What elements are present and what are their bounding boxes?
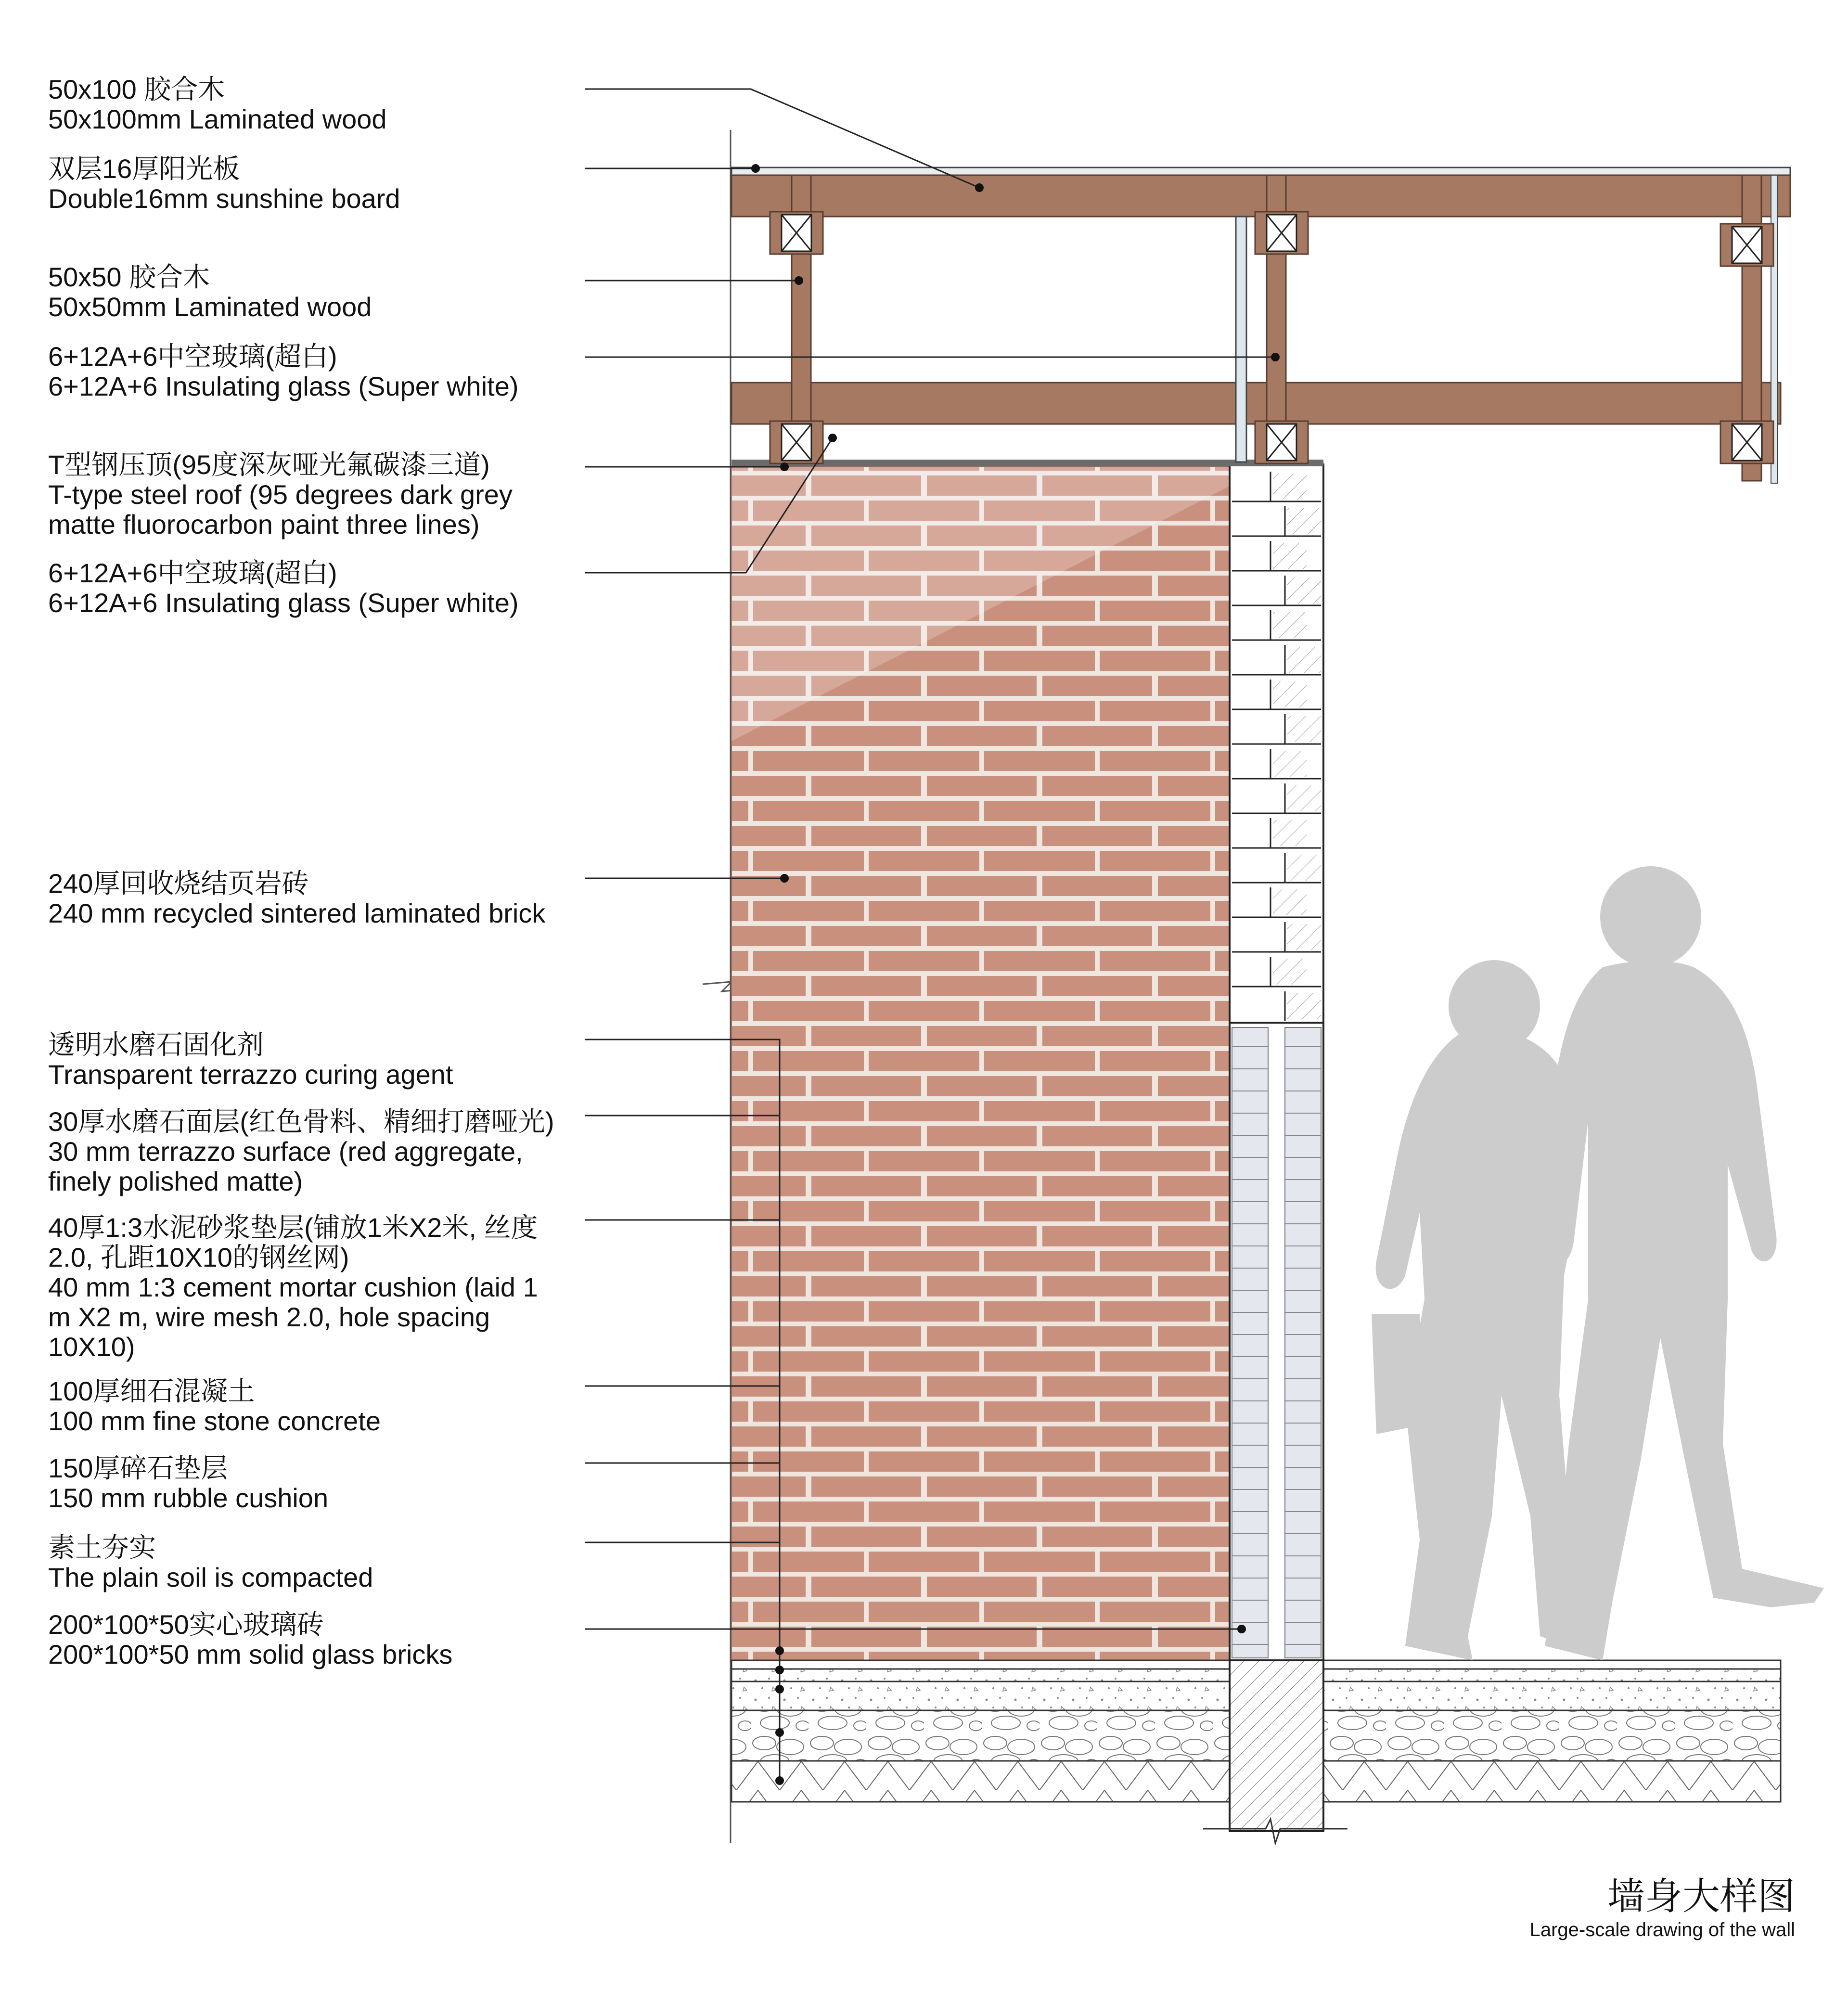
- callout-recycled-brick: 240厚回收烧结页岩砖 240 mm recycled sintered laminated brick: [48, 868, 546, 928]
- callout-sunshine-board: 双层16厚阳光板 Double16mm sunshine board: [48, 154, 400, 214]
- foundation: [1230, 1660, 1323, 1831]
- lower-beam: [732, 383, 1781, 424]
- callout-laminated-wood-50x100: 50x100 胶合木 50x100mm Laminated wood: [48, 74, 387, 134]
- callout-plain-soil: 素土夯实 The plain soil is compacted: [48, 1532, 373, 1592]
- callout-terrazzo-curing-agent: 透明水磨石固化剂 Transparent terrazzo curing agent: [48, 1029, 453, 1090]
- glass-brick-column: [1230, 1023, 1323, 1660]
- callout-laminated-wood-50x50: 50x50 胶合木 50x50mm Laminated wood: [48, 262, 372, 322]
- top-beam: [732, 175, 1790, 217]
- callout-t-steel-roof: T型钢压顶(95度深灰哑光氟碳漆三道) T-type steel roof (95 degrees dark grey matte fluorocarbon paint three lines): [48, 449, 513, 539]
- people-silhouette: [1372, 866, 1824, 1660]
- timber-roof-frame: [732, 167, 1790, 483]
- callout-solid-glass-bricks: 200*100*50实心玻璃砖 200*100*50 mm solid glass bricks: [48, 1609, 453, 1669]
- drawing-title: 墙身大样图 Large-scale drawing of the wall: [1529, 1875, 1795, 1940]
- floor-layers: [732, 1660, 1781, 1843]
- callout-insulating-glass-lower: 6+12A+6中空玻璃(超白) 6+12A+6 Insulating glass (Super white): [48, 558, 519, 618]
- callout-terrazzo-surface: 30厚水磨石面层(红色骨料、精细打磨哑光) 30 mm terrazzo surface (red aggregate, finely polished matte): [48, 1106, 554, 1196]
- callout-insulating-glass-upper: 6+12A+6中空玻璃(超白) 6+12A+6 Insulating glass (Super white): [48, 341, 519, 401]
- sunshine-board: [732, 167, 1790, 175]
- callout-rubble-cushion: 150厚碎石垫层 150 mm rubble cushion: [48, 1453, 329, 1513]
- callout-cement-mortar-cushion: 40厚1:3水泥砂浆垫层(铺放1米X2米, 丝度 2.0, 孔距10X10的钢丝网) 40 mm 1:3 cement mortar cushion (laid 1 m X2 m, wire mesh 2.0, hole spacing 10X10): [48, 1212, 538, 1362]
- callout-fine-stone-concrete: 100厚细石混凝土 100 mm fine stone concrete: [48, 1376, 381, 1436]
- insulating-glass: [1236, 217, 1246, 462]
- brick-section-column: [1230, 464, 1323, 1023]
